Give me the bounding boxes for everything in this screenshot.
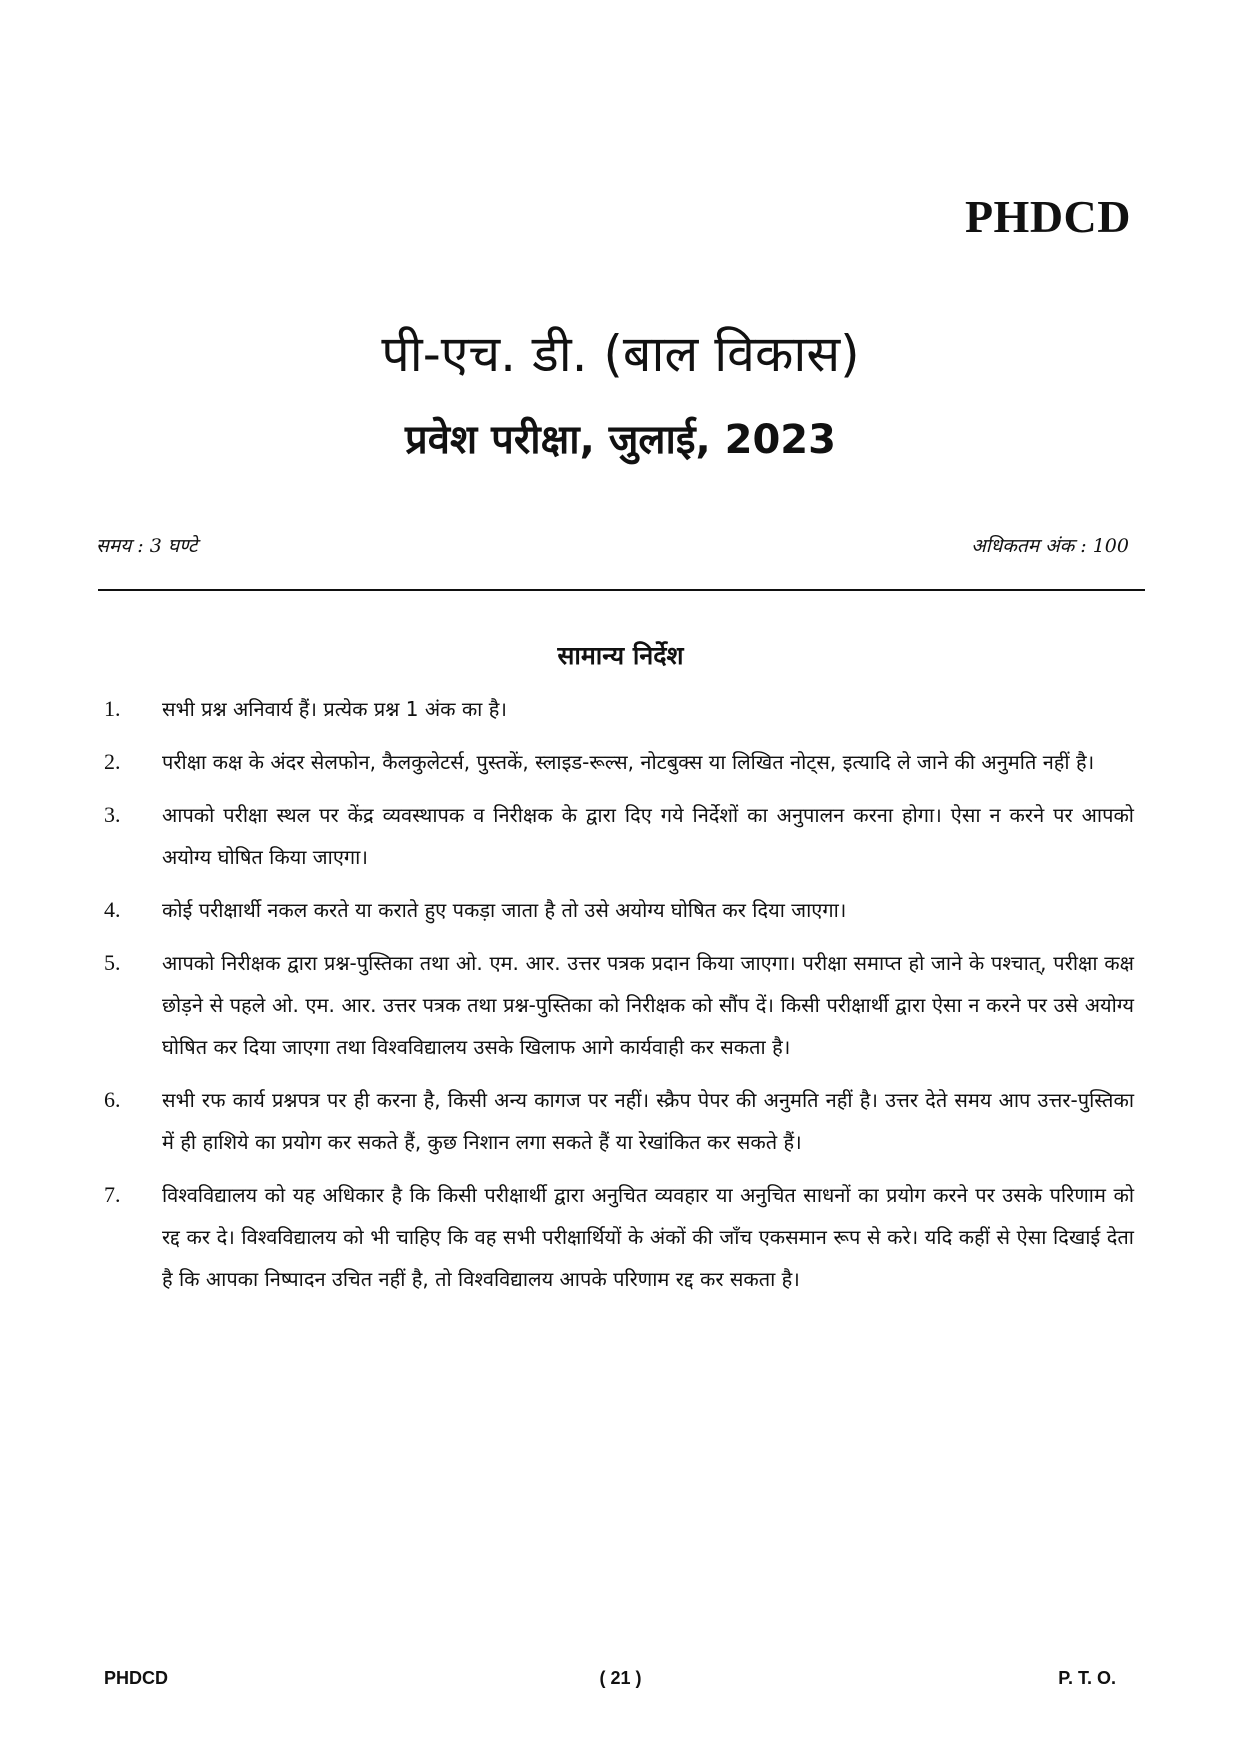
instructions-heading: सामान्य निर्देश [557,641,684,670]
instruction-item [104,889,1134,931]
instructions-list [104,688,1134,1311]
instruction-text: आपको निरीक्षक द्वारा प्रश्न-पुस्तिका तथा ओ. एम. आर. उत्तर पत्रक प्रदान किया जाएगा। परीक्षा समाप्त हो जाने के पश्चात्, परीक्षा कक्ष छोड़ने से पहले ओ. एम. आर. उत्तर पत्रक तथा प्रश्न-पुस्तिका को निरीक्षक को सौंप दें। किसी परीक्षार्थी द्वारा ऐसा न करने पर उसे अयोग्य घोषित कर दिया जाएगा तथा विश्वविद्यालय उसके खिलाफ आगे कार्यवाही कर सकता है। [162,951,1134,1059]
footer-page-number: ( 21 ) [599,1668,642,1688]
instruction-item [104,741,1134,783]
exam-duration: समय : 3 घण्टे [96,535,198,557]
exam-title: पी-एच. डी. (बाल विकास) [381,325,860,383]
instruction-text: सभी रफ कार्य प्रश्नपत्र पर ही करना है, किसी अन्य कागज पर नहीं। स्क्रैप पेपर की अनुमति नहीं है। उत्तर देते समय आप उत्तर-पुस्तिका में ही हाशिये का प्रयोग कर सकते हैं, कुछ निशान लगा सकते हैं या रेखांकित कर सकते हैं। [162,1088,1134,1154]
instruction-text: विश्वविद्यालय को यह अधिकार है कि किसी परीक्षार्थी द्वारा अनुचित व्यवहार या अनुचित साधनों का प्रयोग करने पर उसके परिणाम को रद्द कर दे। विश्वविद्यालय को भी चाहिए कि वह सभी परीक्षार्थियों के अंकों की जाँच एकसमान रूप से करे। यदि कहीं से ऐसा दिखाई देता है कि आपका निष्पादन उचित नहीं है, तो विश्वविद्यालय आपके परिणाम रद्द कर सकता है। [162,1183,1134,1291]
instruction-text: परीक्षा कक्ष के अंदर सेलफोन, कैलकुलेटर्स, पुस्तकें, स्लाइड-रूल्स, नोटबुक्स या लिखित नोट्स, इत्यादि ले जाने की अनुमति नहीं है। [162,750,1095,774]
instruction-number: 4. [104,897,121,922]
instruction-item [104,794,1134,878]
instruction-number: 2. [104,749,121,774]
exam-subtitle: प्रवेश परीक्षा, जुलाई, 2023 [405,417,836,463]
header-divider [98,589,1145,591]
instruction-number: 6. [104,1087,121,1112]
max-marks: अधिकतम अंक : 100 [971,535,1129,557]
footer-course-code: PHDCD [104,1668,169,1688]
instruction-item [104,1174,1134,1300]
instruction-number: 7. [104,1182,121,1207]
instruction-item [104,1079,1134,1163]
course-code: PHDCD [964,191,1131,242]
instruction-number: 3. [104,802,121,827]
instruction-text: कोई परीक्षार्थी नकल करते या कराते हुए पकड़ा जाता है तो उसे अयोग्य घोषित कर दिया जाएगा। [162,898,847,922]
instruction-number: 1. [104,696,121,721]
instruction-item [104,688,1134,730]
footer-pto: P. T. O. [1058,1668,1116,1688]
instruction-text: सभी प्रश्न अनिवार्य हैं। प्रत्येक प्रश्न 1 अंक का है। [162,697,507,721]
instruction-number: 5. [104,950,121,975]
instruction-text: आपको परीक्षा स्थल पर केंद्र व्यवस्थापक व निरीक्षक के द्वारा दिए गये निर्देशों का अनुपालन करना होगा। ऐसा न करने पर आपको अयोग्य घोषित किया जाएगा। [162,803,1134,869]
instruction-item [104,942,1134,1068]
